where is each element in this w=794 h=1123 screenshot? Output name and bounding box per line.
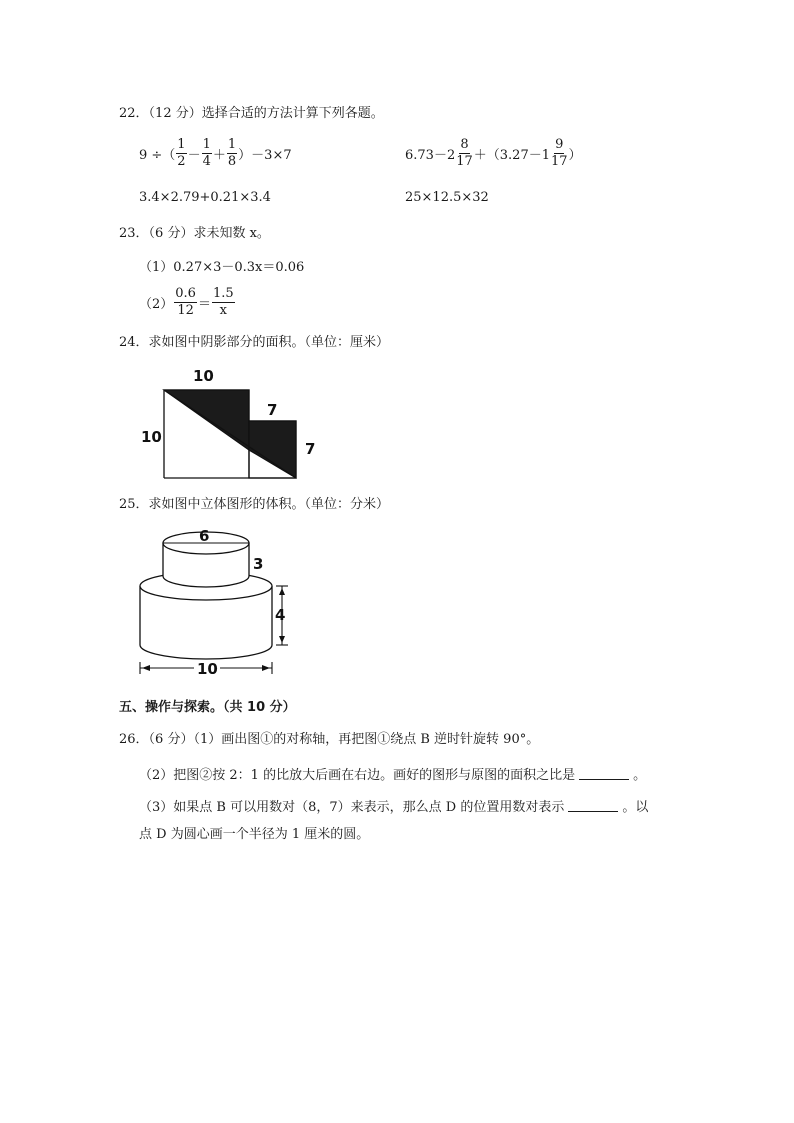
- e2-pre: 6.73－2: [405, 147, 456, 163]
- q26-line-1: 26．（6 分）（1）画出图①的对称轴，再把图①绕点 B 逆时针旋转 90°。: [119, 732, 540, 747]
- q26-l3-text: （3）如果点 B 可以用数对（8，7）来表示，那么点 D 的位置用数对表示: [139, 800, 565, 815]
- label-big-diameter: 10: [197, 660, 218, 678]
- label-small-diameter: 6: [199, 528, 210, 545]
- fraction-1.5-x: $\frac{1.5}{x}$: [212, 286, 234, 318]
- q25-figure: [130, 528, 330, 678]
- part-2-label: （2）: [139, 296, 174, 312]
- q23-title: 23．（6 分）求未知数 x。: [119, 226, 270, 241]
- label-small-height: 3: [253, 555, 264, 573]
- fraction-0.6-12: $\frac{0.6}{12}$: [175, 286, 196, 318]
- fraction-8-17: $\frac{8}{17}$: [456, 137, 473, 169]
- q22-expr-4: 25×12.5×32: [405, 190, 489, 205]
- q22-title: 22．（12 分）选择合适的方法计算下列各题。: [119, 106, 384, 121]
- q26-l3-end: 。以: [622, 800, 649, 815]
- plus-sign: ＋: [212, 147, 226, 163]
- q22-expr-1: [139, 138, 292, 168]
- q26-line-4: 点 D 为圆心画一个半径为 1 厘米的圆。: [139, 827, 370, 842]
- q22-expr-2: [405, 138, 582, 168]
- label-big-height: 4: [275, 606, 286, 624]
- shaded-quad-small: [249, 421, 296, 478]
- answer-blank-2[interactable]: [568, 799, 618, 812]
- e2-post: ）: [568, 147, 582, 163]
- q26-line-3: [139, 796, 648, 815]
- e2-mid: ＋（3.27－1: [473, 147, 550, 163]
- label-right-7: 7: [305, 440, 316, 458]
- fraction-1-2: $\frac{1}{2}$: [177, 137, 186, 169]
- q26-line-2: [139, 764, 646, 783]
- e1-post: ）－3×7: [238, 147, 292, 163]
- fraction-1-4: $\frac{1}{4}$: [202, 137, 211, 169]
- q22-expr-3: 3.4×2.79+0.21×3.4: [139, 190, 271, 205]
- minus-sign: －: [187, 147, 201, 163]
- label-mid-7: 7: [267, 401, 278, 419]
- q24-title: 24．求如图中阴影部分的面积。（单位：厘米）: [119, 335, 390, 350]
- fraction-9-17: $\frac{9}{17}$: [550, 137, 568, 169]
- q26-l2-end: 。: [633, 768, 647, 783]
- label-top-10: 10: [193, 367, 214, 385]
- equals-sign: ＝: [197, 296, 211, 312]
- q24-figure: [135, 363, 335, 483]
- fraction-1-8: $\frac{1}{8}$: [227, 137, 237, 169]
- answer-blank-1[interactable]: [579, 767, 629, 780]
- q26-l2-text: （2）把图②按 2：1 的比放大后画在右边。画好的图形与原图的面积之比是: [139, 768, 576, 783]
- section-5-heading: 五、操作与探索。（共 10 分）: [119, 700, 296, 715]
- q25-title: 25．求如图中立体图形的体积。（单位：分米）: [119, 497, 390, 512]
- q23-part-2: [139, 287, 236, 317]
- e1-pre: 9 ÷（: [139, 147, 176, 163]
- q23-part-1: （1）0.27×3－0.3x＝0.06: [139, 260, 305, 275]
- label-left-10: 10: [141, 428, 162, 446]
